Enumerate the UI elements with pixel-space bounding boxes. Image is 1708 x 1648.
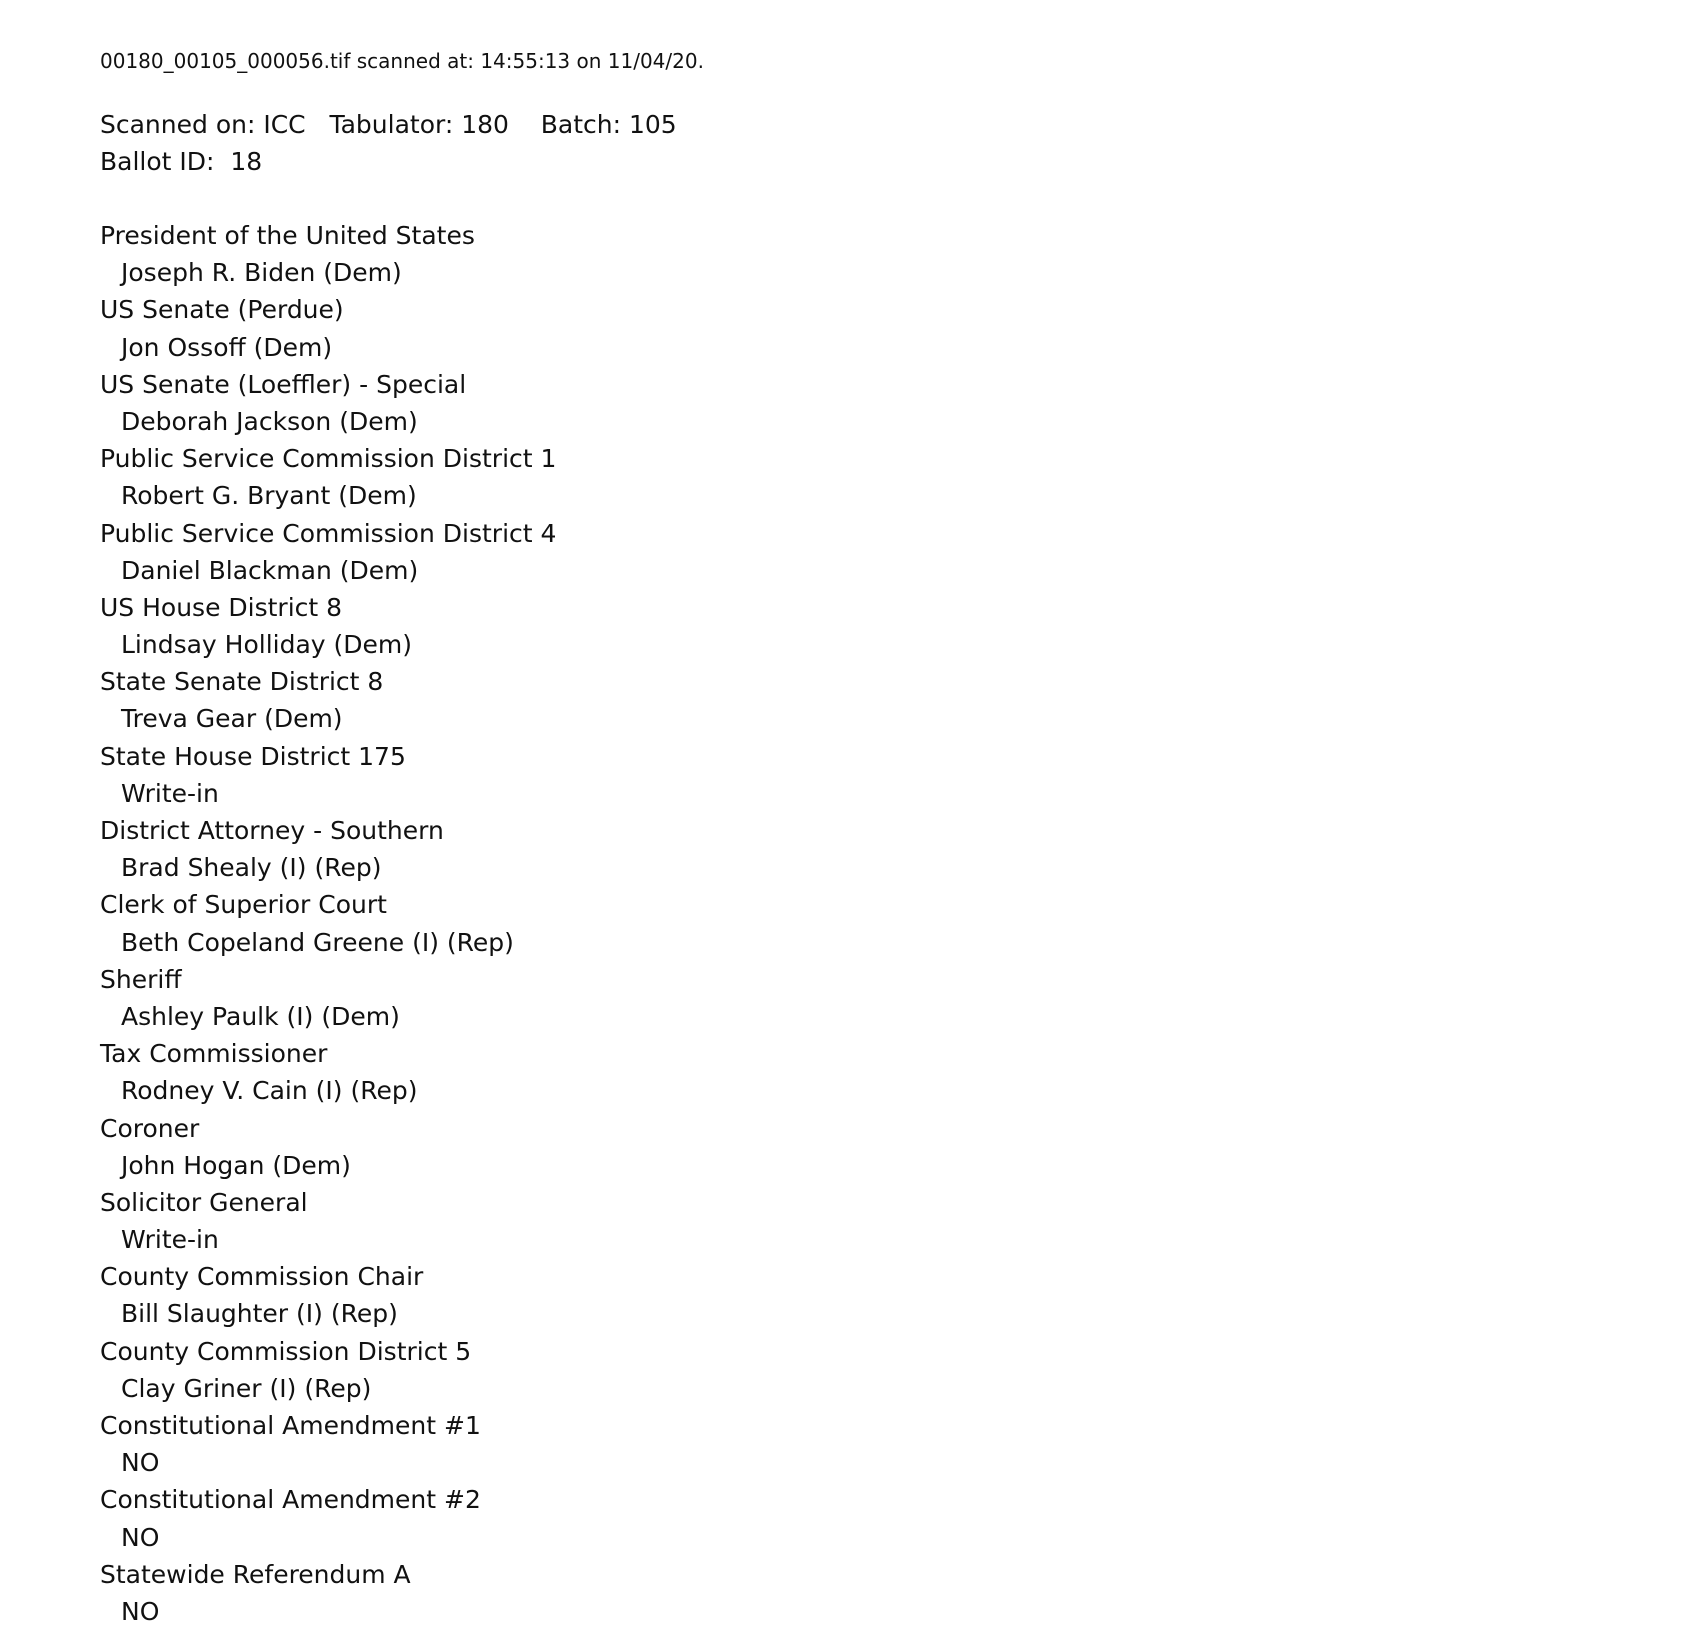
- contest-title: US Senate (Perdue): [100, 295, 344, 325]
- contest-choice: Robert G. Bryant (Dem): [121, 481, 417, 511]
- contest-choice: NO: [121, 1596, 160, 1626]
- contest-choice: Write-in: [121, 1225, 219, 1255]
- scanned-on-value: ICC: [263, 110, 306, 139]
- contest-choice: NO: [121, 1448, 160, 1478]
- contest-title: Constitutional Amendment #2: [100, 1485, 481, 1515]
- contest-title: Coroner: [100, 1113, 200, 1143]
- scanned-on-label: Scanned on:: [100, 110, 256, 139]
- contest-title: Statewide Referendum A: [100, 1559, 411, 1589]
- scan-info-line: 00180_00105_000056.tif scanned at: 14:55:13 on 11/04/20.: [100, 49, 704, 73]
- contest-title: Public Service Commission District 1: [100, 444, 557, 474]
- contest-choice: Lindsay Holliday (Dem): [121, 630, 413, 660]
- tabulator-value: 180: [461, 110, 509, 139]
- contest-choice: Joseph R. Biden (Dem): [121, 258, 402, 288]
- contest-choice: Bill Slaughter (I) (Rep): [121, 1299, 398, 1329]
- contest-choice: Rodney V. Cain (I) (Rep): [121, 1076, 418, 1106]
- contest-title: State Senate District 8: [100, 667, 384, 697]
- ballot-id-value: 18: [230, 147, 263, 176]
- scan-details-row: [100, 106, 1660, 143]
- contest-list: [100, 217, 1660, 1630]
- contest-title: Constitutional Amendment #1: [100, 1411, 481, 1440]
- batch-label: Batch:: [540, 110, 622, 139]
- contest-choice: Clay Griner (I) (Rep): [121, 1373, 372, 1403]
- ballot-report: [100, 46, 1660, 1630]
- contest-title: President of the United States: [100, 221, 475, 250]
- contest-choice: Daniel Blackman (Dem): [121, 555, 419, 585]
- ballot-metadata: [100, 106, 1660, 180]
- contest-choice: Jon Ossoff (Dem): [121, 332, 333, 362]
- contest-title: Public Service Commission District 4: [100, 518, 557, 548]
- tabulator-label: Tabulator:: [329, 110, 454, 139]
- ballot-id-label: Ballot ID:: [100, 147, 215, 176]
- contest-title: County Commission Chair: [100, 1262, 424, 1292]
- contest-title: Solicitor General: [100, 1187, 308, 1217]
- contest-choice: Ashley Paulk (I) (Dem): [121, 1001, 400, 1031]
- contest-choice: Brad Shealy (I) (Rep): [121, 853, 382, 883]
- contest-choice: Write-in: [121, 778, 219, 808]
- contest-choice: NO: [121, 1522, 160, 1552]
- contest-title: District Attorney - Southern: [100, 816, 444, 845]
- contest-title: US Senate (Loeffler) - Special: [100, 369, 467, 399]
- contest-title: County Commission District 5: [100, 1336, 472, 1366]
- contest-choice: Treva Gear (Dem): [121, 704, 343, 734]
- contest-title: US House District 8: [100, 592, 343, 622]
- contest-choice: Deborah Jackson (Dem): [121, 406, 418, 436]
- contest-title: Clerk of Superior Court: [100, 890, 387, 920]
- contest-title: Tax Commissioner: [100, 1039, 328, 1069]
- contest-choice: John Hogan (Dem): [121, 1150, 351, 1180]
- contest-choice: Beth Copeland Greene (I) (Rep): [121, 927, 514, 957]
- batch-value: 105: [629, 110, 677, 139]
- ballot-id-row: [100, 143, 1660, 180]
- contest-title: Sheriff: [100, 964, 182, 994]
- contest-title: State House District 175: [100, 741, 406, 771]
